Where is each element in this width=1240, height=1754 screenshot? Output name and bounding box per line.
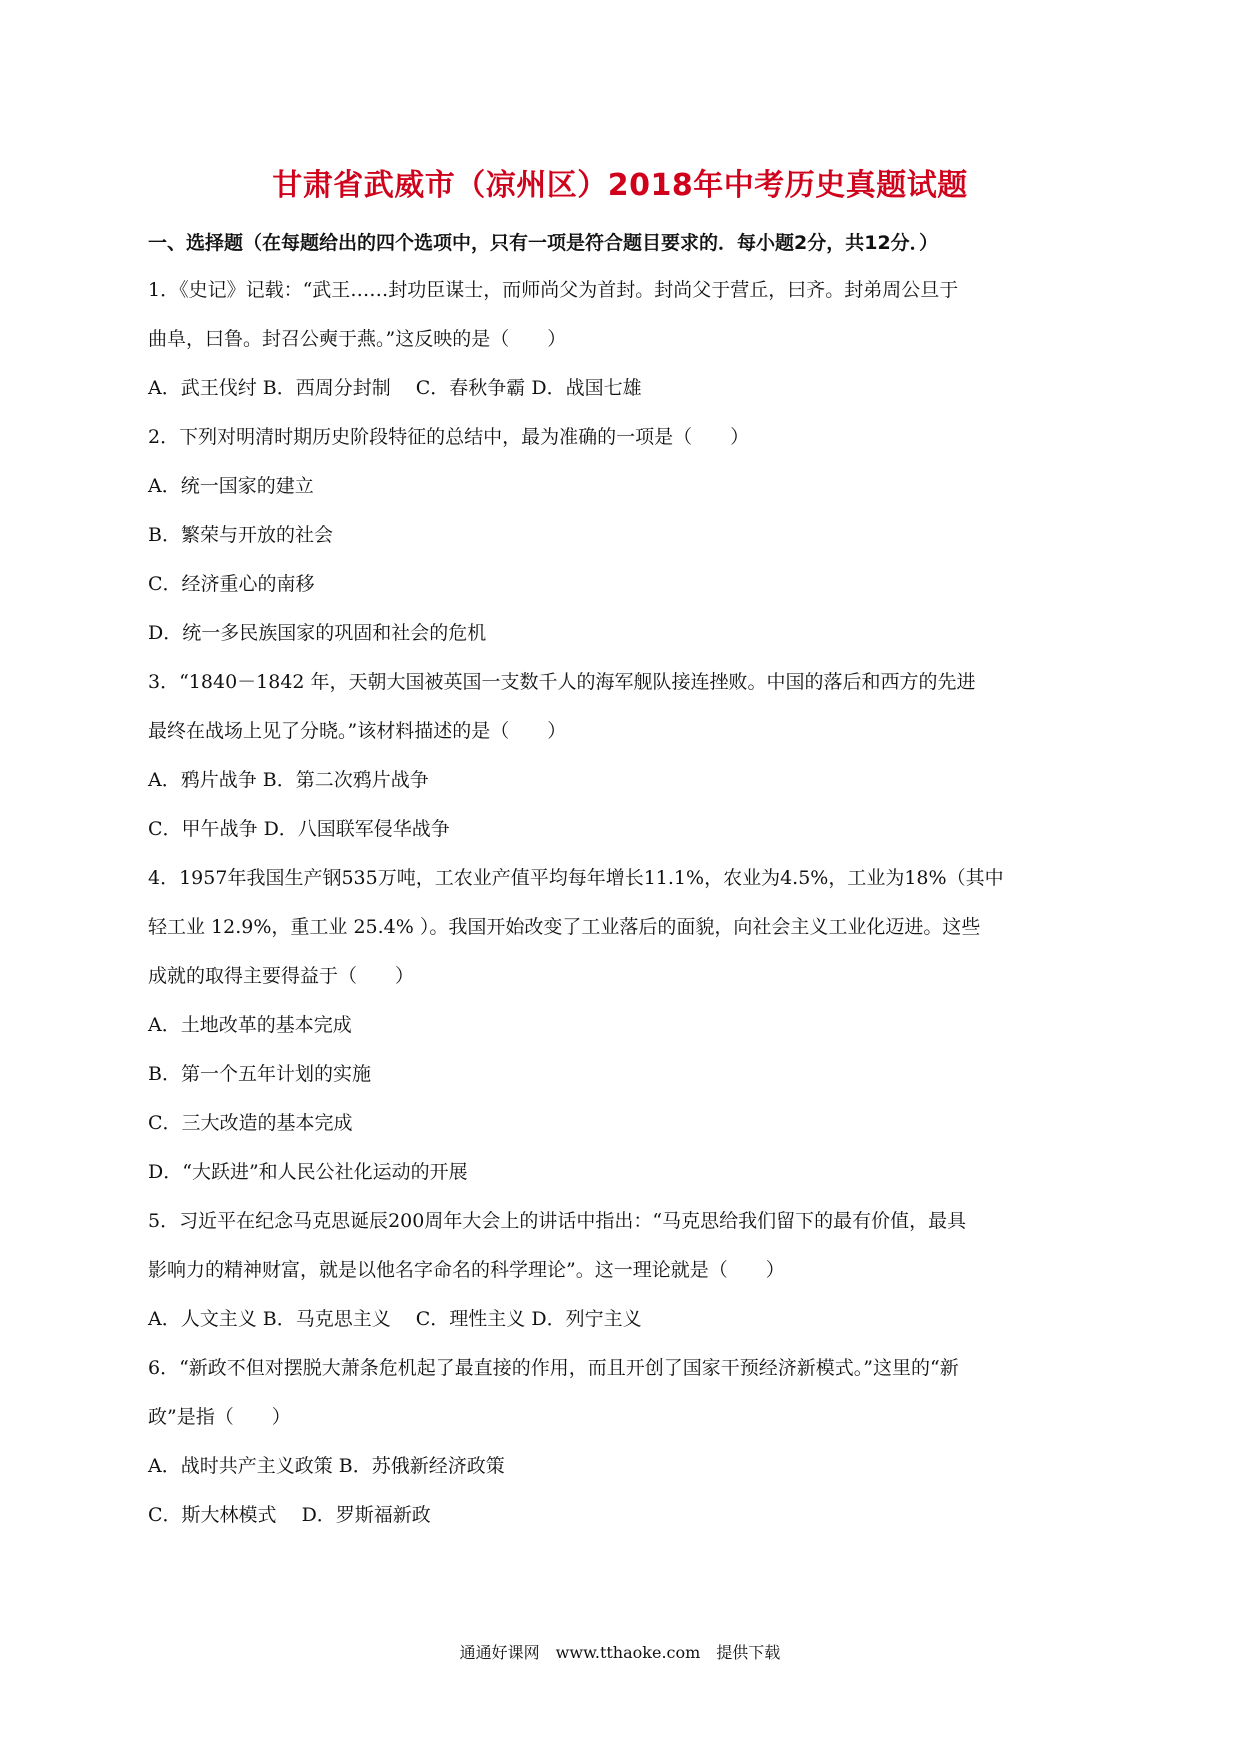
question-4-line-3: 成就的取得主要得益于（ ） <box>148 965 415 987</box>
question-6-options-cd: C．斯大林模式 D．罗斯福新政 <box>148 1504 431 1526</box>
page-title: 甘肃省武威市（凉州区）2018年中考历史真题试题 <box>272 168 968 203</box>
question-2-option-d: D．统一多民族国家的巩固和社会的危机 <box>148 622 487 644</box>
question-4-option-a: A．土地改革的基本完成 <box>148 1014 352 1036</box>
question-6-line-2: 政”是指（ ） <box>148 1406 291 1428</box>
question-4-line-2: 轻工业 12.9%，重工业 25.4% ）。我国开始改变了工业落后的面貌，向社会主义工业化迈进。这些 <box>148 916 981 938</box>
question-6-options-ab: A．战时共产主义政策 B．苏俄新经济政策 <box>148 1455 505 1477</box>
question-5-line-2: 影响力的精神财富，就是以他名字命名的科学理论”。这一理论就是（ ） <box>148 1259 785 1281</box>
question-5-options: A．人文主义 B．马克思主义 C．理性主义 D．列宁主义 <box>148 1308 642 1330</box>
question-2-stem: 2．下列对明清时期历史阶段特征的总结中，最为准确的一项是（ ） <box>148 426 750 448</box>
question-2-option-c: C．经济重心的南移 <box>148 573 315 595</box>
question-6-line-1: 6．“新政不但对摆脱大萧条危机起了最直接的作用，而且开创了国家干预经济新模式。”这里的“新 <box>148 1357 959 1379</box>
question-1-options: A．武王伐纣 B．西周分封制 C．春秋争霸 D．战国七雄 <box>148 377 642 399</box>
question-3-options-cd: C．甲午战争 D．八国联军侵华战争 <box>148 818 450 840</box>
section-heading: 一、选择题（在每题给出的四个选项中，只有一项是符合题目要求的．每小题2分，共12分．） <box>148 232 939 254</box>
question-1-line-2: 曲阜，曰鲁。封召公奭于燕。”这反映的是（ ） <box>148 328 567 350</box>
footer-watermark: 通通好课网 www.tthaoke.com 提供下载 <box>459 1643 781 1662</box>
question-3-line-1: 3．“1840－1842 年，天朝大国被英国一支数千人的海军舰队接连挫败。中国的落后和西方的先进 <box>148 671 976 693</box>
question-2-option-b: B．繁荣与开放的社会 <box>148 524 333 546</box>
question-4-option-b: B．第一个五年计划的实施 <box>148 1063 371 1085</box>
question-2-option-a: A．统一国家的建立 <box>148 475 314 497</box>
question-1-line-1: 1．《史记》记载：“武王……封功臣谋士，而师尚父为首封。封尚父于营丘，曰齐。封弟周公旦于 <box>148 279 959 301</box>
question-4-option-d: D．“大跃进”和人民公社化运动的开展 <box>148 1161 468 1183</box>
question-3-options-ab: A．鸦片战争 B．第二次鸦片战争 <box>148 769 429 791</box>
question-4-option-c: C．三大改造的基本完成 <box>148 1112 353 1134</box>
question-3-line-2: 最终在战场上见了分晓。”该材料描述的是（ ） <box>148 720 567 742</box>
question-5-line-1: 5．习近平在纪念马克思诞辰200周年大会上的讲话中指出：“马克思给我们留下的最有价值，最具 <box>148 1210 967 1232</box>
question-4-line-1: 4．1957年我国生产钢535万吨，工农业产值平均每年增长11.1%，农业为4.5%，工业为18%（其中 <box>148 867 1004 889</box>
